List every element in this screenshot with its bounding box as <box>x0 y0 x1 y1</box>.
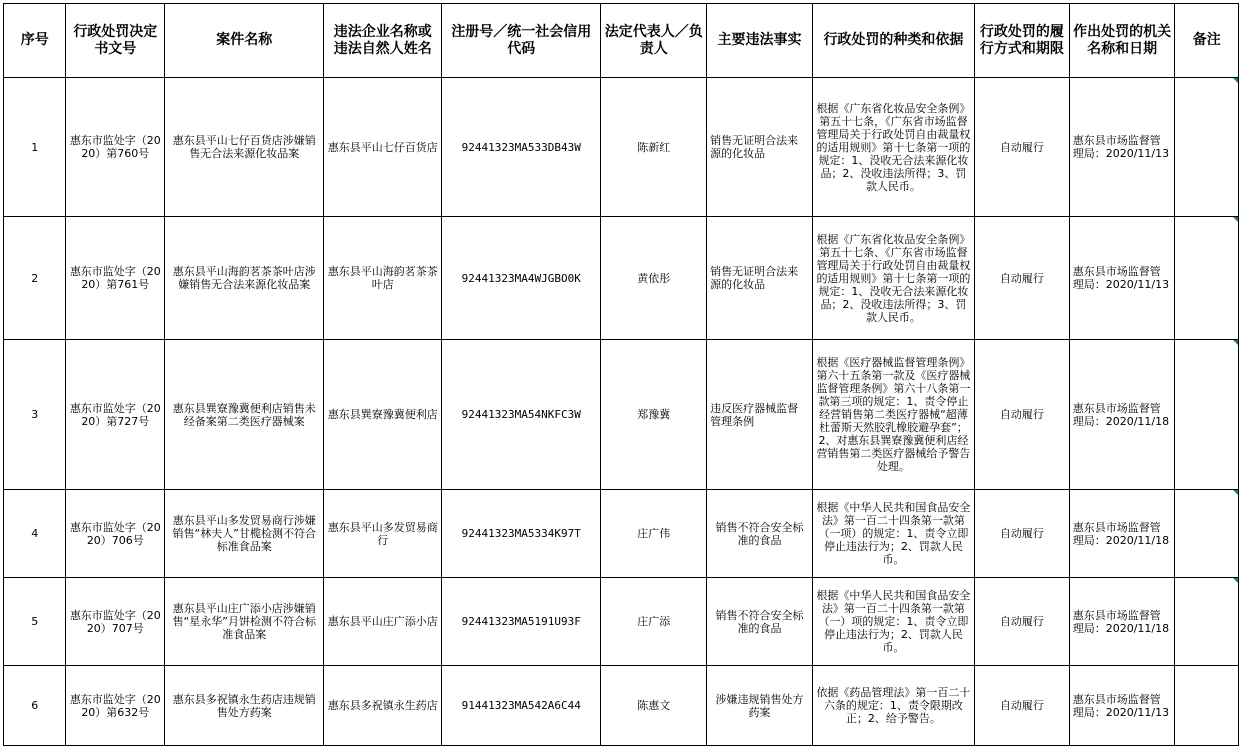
cell-remark <box>1175 217 1239 340</box>
table-row <box>4 578 1239 666</box>
cell-case-name: 惠东县平山七仔百货店涉嫌销售无合法来源化妆品案 <box>165 78 324 217</box>
cell-seq: 5 <box>4 578 66 666</box>
cell-case-name: 惠东县平山庄广添小店涉嫌销售“星永华”月饼检测不符合标准食品案 <box>165 578 324 666</box>
cell-remark <box>1175 78 1239 217</box>
cell-doc-no: 惠东市监处字（2020）第761号 <box>66 217 165 340</box>
header-party: 违法企业名称或违法自然人姓名 <box>324 4 442 78</box>
cell-basis: 根据《医疗器械监督管理条例》第六十五条第一款及《医疗器械监督管理条例》第六十八条第一款第三项的规定：1、责令停止经营销售第二类医疗器械“超薄杜蕾斯天然胶乳橡胶避孕套”；2、对惠东县巽寮豫冀便利店经营销售第二类医疗器械给予警告处理。 <box>812 340 974 490</box>
cell-facts: 销售无证明合法来源的化妆品 <box>707 217 813 340</box>
cell-party: 惠东县平山庄广添小店 <box>324 578 442 666</box>
table-row <box>4 666 1239 746</box>
header-seq: 序号 <box>4 4 66 78</box>
cell-reg-no: 92441323MA5334K97T <box>442 490 601 578</box>
cell-authority: 惠东县市场监督管理局：2020/11/13 <box>1069 217 1175 340</box>
cell-doc-no: 惠东市监处字（2020）707号 <box>66 578 165 666</box>
cell-facts: 涉嫌违规销售处方药案 <box>707 666 813 746</box>
cell-reg-no: 92441323MA54NKFC3W <box>442 340 601 490</box>
cell-fulfill: 自动履行 <box>975 217 1070 340</box>
cell-fulfill: 自动履行 <box>975 340 1070 490</box>
header-basis: 行政处罚的种类和依据 <box>812 4 974 78</box>
cell-authority: 惠东县市场监督管理局：2020/11/13 <box>1069 78 1175 217</box>
cell-remark <box>1175 666 1239 746</box>
cell-seq: 3 <box>4 340 66 490</box>
cell-reg-no: 91441323MA542A6C44 <box>442 666 601 746</box>
cell-doc-no: 惠东市监处字（2020）第727号 <box>66 340 165 490</box>
header-legal-rep: 法定代表人／负责人 <box>601 4 707 78</box>
header-case-name: 案件名称 <box>165 4 324 78</box>
cell-reg-no: 92441323MA4WJGBO0K <box>442 217 601 340</box>
cell-legal-rep: 黄依彤 <box>601 217 707 340</box>
cell-basis: 根据《广东省化妆品安全条例》第五十七条，《广东省市场监督管理局关于行政处罚自由裁量权的适用规则》第十七条第一项的规定：1、没收无合法来源化妆品；2、没收违法所得；3、罚款人民币。 <box>812 78 974 217</box>
table-row <box>4 340 1239 490</box>
cell-facts: 销售不符合安全标准的食品 <box>707 490 813 578</box>
header-facts: 主要违法事实 <box>707 4 813 78</box>
cell-legal-rep: 陈新红 <box>601 78 707 217</box>
comment-marker-icon <box>1233 78 1238 83</box>
table-row <box>4 490 1239 578</box>
cell-remark <box>1175 578 1239 666</box>
cell-basis: 根据《广东省化妆品安全条例》第五十七条、《广东省市场监督管理局关于行政处罚自由裁量权的适用规则》第十七条第一项的规定：1、没收无合法来源化妆品；2、没收违法所得；3、罚款人民币。 <box>812 217 974 340</box>
cell-party: 惠东县平山七仔百货店 <box>324 78 442 217</box>
cell-basis: 根据《中华人民共和国食品安全法》第一百二十四条第一款第（一）项的规定：1、责令立即停止违法行为；2、罚款人民币。 <box>812 578 974 666</box>
cell-seq: 6 <box>4 666 66 746</box>
cell-authority: 惠东县市场监督管理局：2020/11/13 <box>1069 666 1175 746</box>
cell-reg-no: 92441323MA533DB43W <box>442 78 601 217</box>
cell-party: 惠东县巽寮豫冀便利店 <box>324 340 442 490</box>
cell-legal-rep: 陈惠文 <box>601 666 707 746</box>
comment-marker-icon <box>1233 340 1238 345</box>
penalty-table <box>3 3 1239 746</box>
cell-authority: 惠东县市场监督管理局：2020/11/18 <box>1069 578 1175 666</box>
header-row <box>4 4 1239 78</box>
comment-marker-icon <box>1233 490 1238 495</box>
cell-party: 惠东县平山海韵茗茶茶叶店 <box>324 217 442 340</box>
comment-marker-icon <box>1233 217 1238 222</box>
header-fulfill: 行政处罚的履行方式和期限 <box>975 4 1070 78</box>
header-reg-no: 注册号／统一社会信用代码 <box>442 4 601 78</box>
cell-doc-no: 惠东市监处字（2020）706号 <box>66 490 165 578</box>
cell-authority: 惠东县市场监督管理局：2020/11/18 <box>1069 490 1175 578</box>
cell-seq: 2 <box>4 217 66 340</box>
cell-party: 惠东县平山多发贸易商行 <box>324 490 442 578</box>
cell-party: 惠东县多祝镇永生药店 <box>324 666 442 746</box>
cell-reg-no: 92441323MA5191U93F <box>442 578 601 666</box>
header-remark: 备注 <box>1175 4 1239 78</box>
cell-facts: 销售不符合安全标准的食品 <box>707 578 813 666</box>
header-authority: 作出处罚的机关名称和日期 <box>1069 4 1175 78</box>
table-row <box>4 78 1239 217</box>
cell-fulfill: 自动履行 <box>975 666 1070 746</box>
cell-authority: 惠东县市场监督管理局：2020/11/18 <box>1069 340 1175 490</box>
cell-legal-rep: 庄广添 <box>601 578 707 666</box>
cell-case-name: 惠东县巽寮豫冀便利店销售未经备案第二类医疗器械案 <box>165 340 324 490</box>
cell-case-name: 惠东县平山多发贸易商行涉嫌销售“林夫人”甘榄检测不符合标准食品案 <box>165 490 324 578</box>
cell-facts: 销售无证明合法来源的化妆品 <box>707 78 813 217</box>
cell-fulfill: 自动履行 <box>975 78 1070 217</box>
cell-case-name: 惠东县平山海韵茗茶茶叶店涉嫌销售无合法来源化妆品案 <box>165 217 324 340</box>
cell-legal-rep: 庄广伟 <box>601 490 707 578</box>
header-doc-no: 行政处罚决定书文号 <box>66 4 165 78</box>
cell-legal-rep: 郑豫冀 <box>601 340 707 490</box>
cell-seq: 4 <box>4 490 66 578</box>
cell-fulfill: 自动履行 <box>975 578 1070 666</box>
cell-facts: 违反医疗器械监督管理条例 <box>707 340 813 490</box>
comment-marker-icon <box>1233 578 1238 583</box>
cell-seq: 1 <box>4 78 66 217</box>
cell-remark <box>1175 490 1239 578</box>
cell-doc-no: 惠东市监处字（2020）第760号 <box>66 78 165 217</box>
table-row <box>4 217 1239 340</box>
cell-basis: 根据《中华人民共和国食品安全法》第一百二十四条第一款第（一项）的规定：1、责令立即停止违法行为；2、罚款人民币。 <box>812 490 974 578</box>
cell-case-name: 惠东县多祝镇永生药店违规销售处方药案 <box>165 666 324 746</box>
cell-remark <box>1175 340 1239 490</box>
cell-doc-no: 惠东市监处字（2020）第632号 <box>66 666 165 746</box>
cell-fulfill: 自动履行 <box>975 490 1070 578</box>
cell-basis: 依据《药品管理法》第一百二十六条的规定：1、责令限期改正；2、给予警告。 <box>812 666 974 746</box>
